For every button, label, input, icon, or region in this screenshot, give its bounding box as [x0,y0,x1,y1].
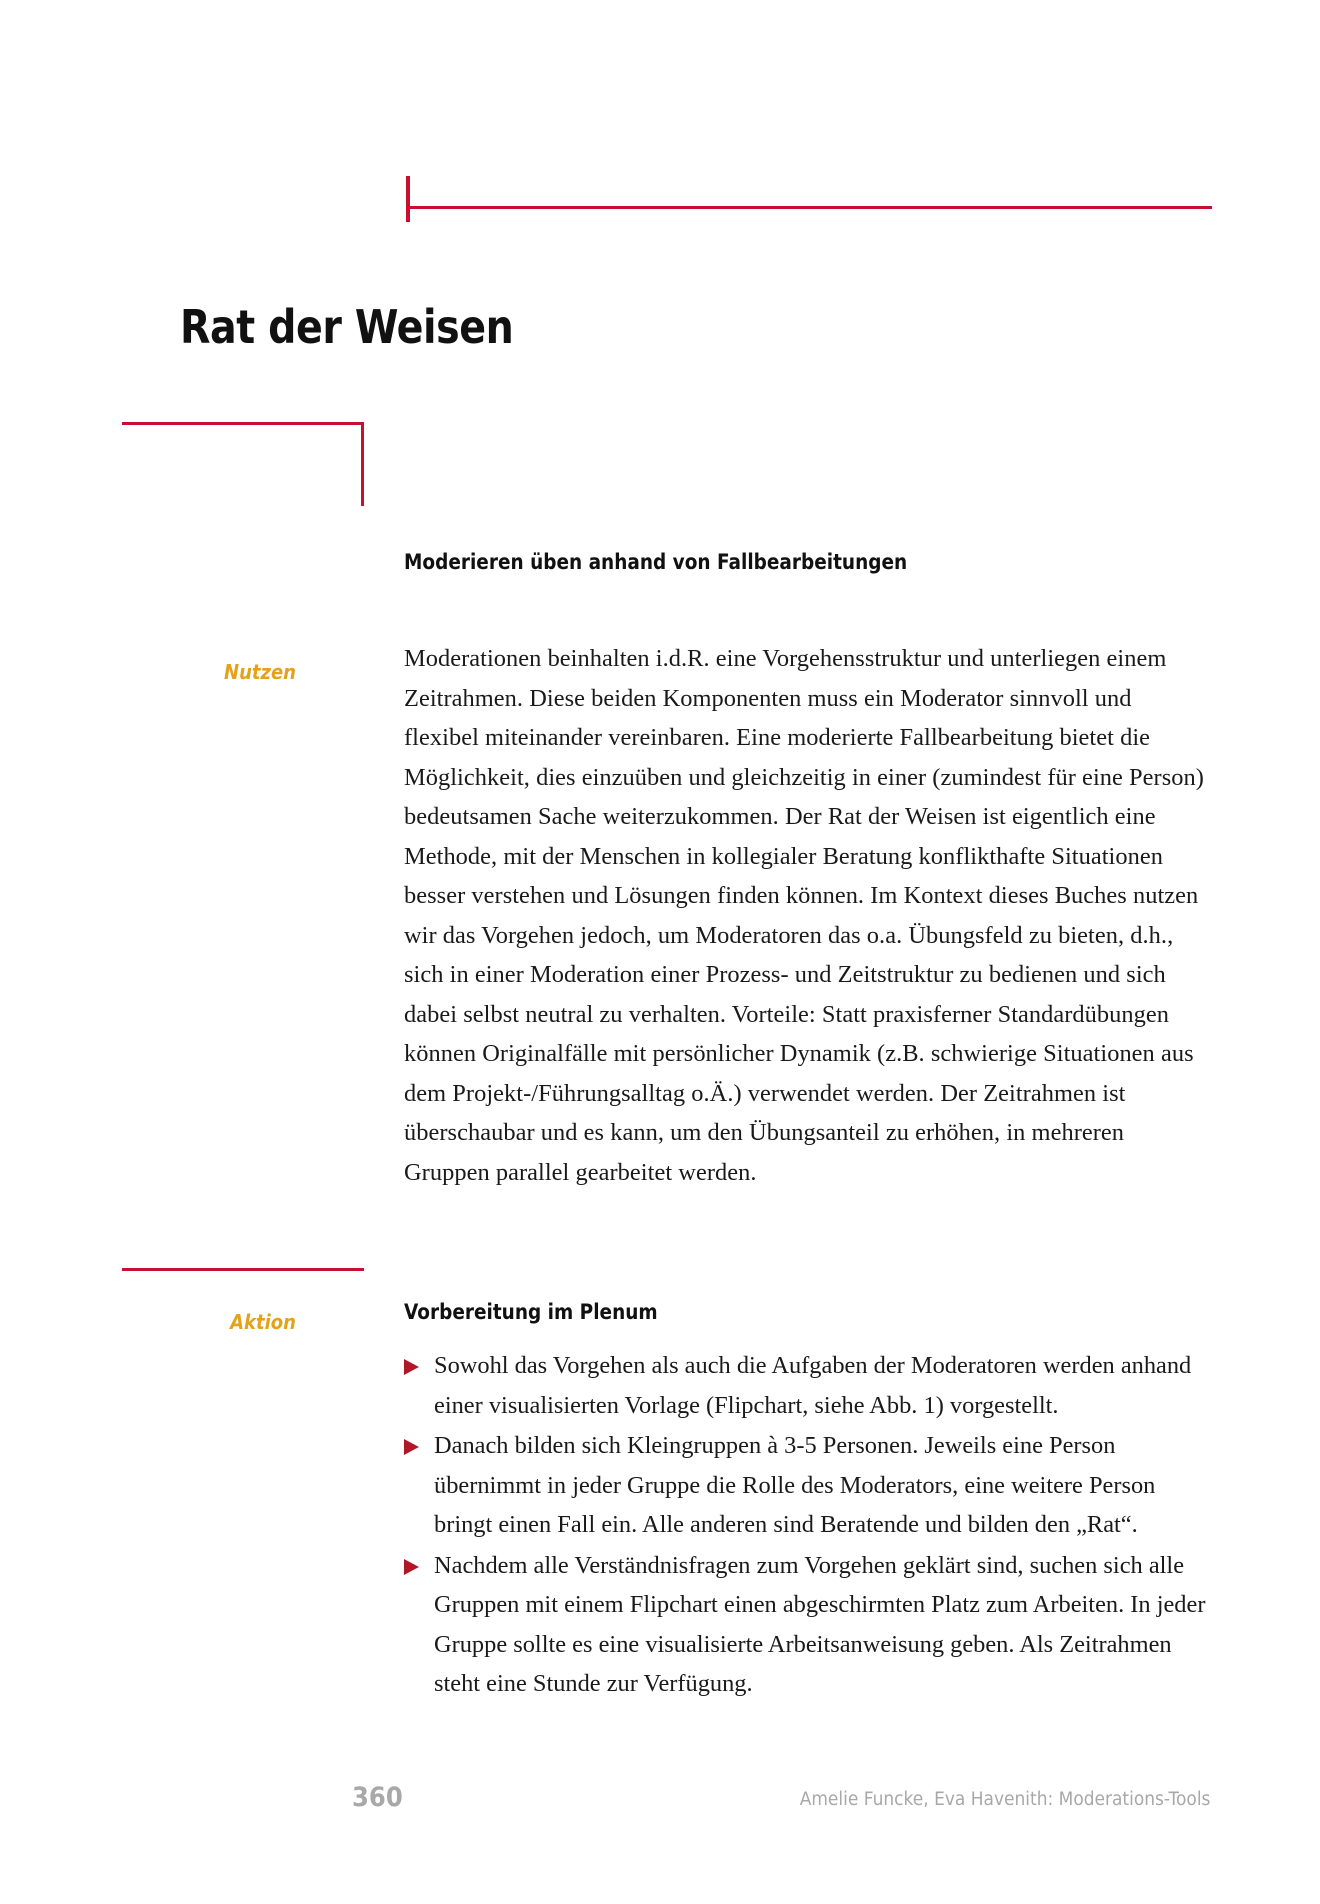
footer-credit-line: Amelie Funcke, Eva Havenith: Moderations-Tools [799,1789,1210,1810]
triangle-bullet-icon [404,1439,419,1455]
title-bracket-horizontal-rule [122,422,364,425]
section-subtitle: Moderieren üben anhand von Fallbearbeitungen [404,550,908,574]
main-content-column [404,550,1212,1192]
title-bracket-vertical-rule [361,422,364,506]
list-item-text: Nachdem alle Verständnisfragen zum Vorgehen geklärt sind, suchen sich alle Gruppen mit einem Flipchart einen abgeschirmten Platz zum Arbeiten. In jeder Gruppe sollte es eine visualisierte Arbeitsanweisung geben. Als Zeitrahmen steht eine Stunde zur Verfügung. [434,1551,1206,1697]
list-item [404,1546,1212,1704]
aktion-bullet-list [404,1346,1212,1704]
nutzen-paragraph: Moderationen beinhalten i.d.R. eine Vorgehensstruktur und unterliegen einem Zeitrahmen. Diese beiden Komponenten muss ein Moderator sinnvoll und flexibel miteinander vereinbaren. Eine moderierte Fallbearbeitung bietet die Möglichkeit, dies einzuüben und gleichzeitig in einer (zumindest für eine Person) bedeutsamen Sache weiterzukommen. Der Rat der Weisen ist eigentlich eine Methode, mit der Menschen in kollegialer Beratung konflikthafte Situationen besser verstehen und Lösungen finden können. Im Kontext dieses Buches nutzen wir das Vorgehen jedoch, um Moderatoren das o.a. Übungsfeld zu bieten, d.h., sich in einer Moderation einer Prozess- und Zeitstruktur zu bedienen und sich dabei selbst neutral zu verhalten. Vorteile: Statt praxisferner Standardübungen können Originalfälle mit persönlicher Dynamik (z.B. schwierige Situationen aus dem Projekt-/Führungsalltag o.Ä.) verwendet werden. Der Zeitrahmen ist überschaubar und es kann, um den Übungsanteil zu erhöhen, in mehreren Gruppen parallel gearbeitet werden. [404,645,1204,1186]
footer-page-number: 360 [352,1782,403,1813]
aktion-heading: Vorbereitung im Plenum [404,1300,658,1324]
triangle-bullet-icon [404,1559,419,1575]
aktion-section [404,1300,1212,1705]
top-bracket-horizontal-rule [406,206,1212,209]
top-bracket-vertical-rule [406,176,410,222]
triangle-bullet-icon [404,1359,419,1375]
list-item-text: Danach bilden sich Kleingruppen à 3-5 Personen. Jeweils eine Person übernimmt in jeder Gruppe die Rolle des Moderators, eine weitere Person bringt einen Fall ein. Alle anderen sind Beratende und bilden den „Rat“. [434,1432,1156,1538]
list-item-text: Sowohl das Vorgehen als auch die Aufgaben der Moderatoren werden anhand einer visualisierten Vorlage (Flipchart, siehe Abb. 1) vorgestellt. [434,1352,1192,1419]
page-title: Rat der Weisen [180,300,514,354]
margin-label-aktion: Aktion [230,1310,296,1334]
list-item [404,1426,1212,1545]
margin-label-nutzen: Nutzen [224,660,296,684]
aktion-divider-rule [122,1268,364,1271]
list-item [404,1346,1212,1425]
